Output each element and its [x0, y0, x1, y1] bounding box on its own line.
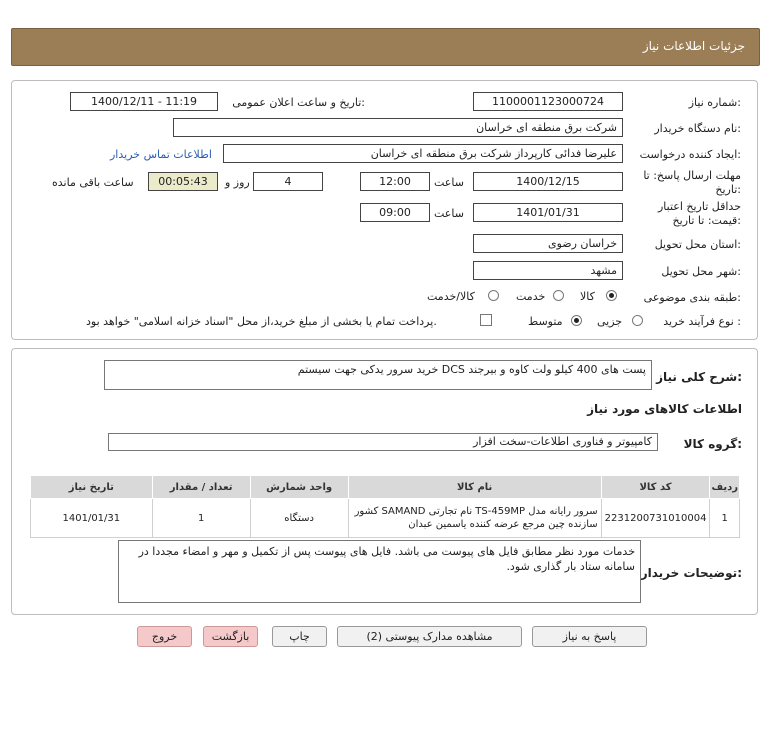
category-service-label: خدمت [516, 290, 546, 303]
process-minor-label: جزیی [597, 315, 623, 328]
cell-name: سرور رایانه مدل TS-459MP نام تجارتی SAMAND کشور سازنده چین مرجع عرضه کننده یاسمین عبدان [348, 499, 601, 538]
announce-date-label: تاریخ و ساعت اعلان عمومی: [232, 96, 365, 109]
category-goods-radio[interactable] [606, 290, 617, 301]
validity-time-label: ساعت [434, 207, 464, 220]
exit-button[interactable]: خروج [137, 626, 192, 647]
goods-section-title: اطلاعات کالاهای مورد نیاز [587, 402, 742, 416]
buyer-org-label: نام دستگاه خریدار: [654, 122, 741, 135]
col-header-date: تاریخ نیاز [31, 476, 153, 499]
need-number-label: شماره نیاز: [688, 96, 741, 109]
page-header [11, 28, 760, 66]
city-field: مشهد [473, 261, 623, 280]
remaining-time-label: ساعت باقی مانده [52, 176, 134, 189]
col-header-code: کد کالا [601, 476, 710, 499]
category-label: طبقه بندی موضوعی: [643, 291, 741, 304]
cell-date: 1401/01/31 [31, 499, 153, 538]
description-label: شرح کلی نیاز: [656, 370, 742, 384]
process-medium-label: متوسط [528, 315, 563, 328]
cell-code: 2231200731010004 [601, 499, 710, 538]
buyer-notes-label: توضیحات خریدار: [640, 566, 742, 580]
cell-index: 1 [710, 499, 740, 538]
col-header-index: ردیف [710, 476, 740, 499]
deadline-date-field: 1400/12/15 [473, 172, 623, 191]
goods-group-label: گروه کالا: [683, 437, 742, 451]
deadline-time-field: 12:00 [360, 172, 430, 191]
process-medium-radio[interactable] [571, 315, 582, 326]
category-service-radio[interactable] [553, 290, 564, 301]
process-label: نوع فرآیند خرید : [663, 315, 741, 328]
col-header-qty: تعداد / مقدار [152, 476, 250, 499]
goods-table [30, 475, 740, 538]
print-button[interactable]: چاپ [272, 626, 327, 647]
need-number-field: 1100001123000724 [473, 92, 623, 111]
reply-button[interactable]: پاسخ به نیاز [532, 626, 647, 647]
validity-label: حداقل تاریخ اعتبار قیمت: تا تاریخ: [657, 200, 741, 227]
category-goods-label: کالا [580, 290, 595, 303]
cell-qty: 1 [152, 499, 250, 538]
requester-field: علیرضا فدائی کارپرداز شرکت برق منطقه ای خراسان [223, 144, 623, 163]
buyer-contact-link[interactable]: اطلاعات تماس خریدار [110, 148, 212, 161]
cell-unit: دستگاه [250, 499, 348, 538]
city-label: شهر محل تحویل: [661, 265, 741, 278]
validity-time-field: 09:00 [360, 203, 430, 222]
buyer-notes-field: خدمات مورد نظر مطابق فایل های پیوست می باشد. فایل های پیوست پس از تکمیل و مهر و امضاء مجددا در سامانه ستاد بار گذاری شود. [118, 540, 641, 603]
announce-date-field: 1400/12/11 - 11:19 [70, 92, 218, 111]
buyer-org-field: شرکت برق منطقه ای خراسان [173, 118, 623, 137]
view-attachments-button[interactable]: مشاهده مدارک پیوستی (2) [337, 626, 522, 647]
treasury-text: پرداخت تمام یا بخشی از مبلغ خرید،از محل "اسناد خزانه اسلامی" خواهد بود. [86, 315, 437, 328]
page-title: جزئیات اطلاعات نیاز [642, 39, 745, 53]
process-minor-radio[interactable] [632, 315, 643, 326]
treasury-checkbox[interactable] [480, 314, 492, 326]
days-field: 4 [253, 172, 323, 191]
province-field: خراسان رضوی [473, 234, 623, 253]
table-row[interactable] [31, 499, 740, 538]
validity-date-field: 1401/01/31 [473, 203, 623, 222]
deadline-label: مهلت ارسال پاسخ: تا تاریخ: [643, 169, 741, 196]
col-header-name: نام کالا [348, 476, 601, 499]
goods-group-field: کامپیوتر و فناوری اطلاعات-سخت افزار [108, 433, 658, 451]
col-header-unit: واحد شمارش [250, 476, 348, 499]
days-label: روز و [225, 176, 250, 189]
province-label: استان محل تحویل: [654, 238, 741, 251]
category-both-radio[interactable] [488, 290, 499, 301]
table-header-row [31, 476, 740, 499]
description-field: خرید سرور یدکی جهت سیستم DCS پست های 400 کیلو ولت کاوه و بیرجند [104, 360, 652, 390]
remaining-time-field: 00:05:43 [148, 172, 218, 191]
requester-label: ایجاد کننده درخواست: [639, 148, 741, 161]
back-button[interactable]: بازگشت [203, 626, 258, 647]
category-both-label: کالا/خدمت [427, 290, 475, 303]
deadline-time-label: ساعت [434, 176, 464, 189]
